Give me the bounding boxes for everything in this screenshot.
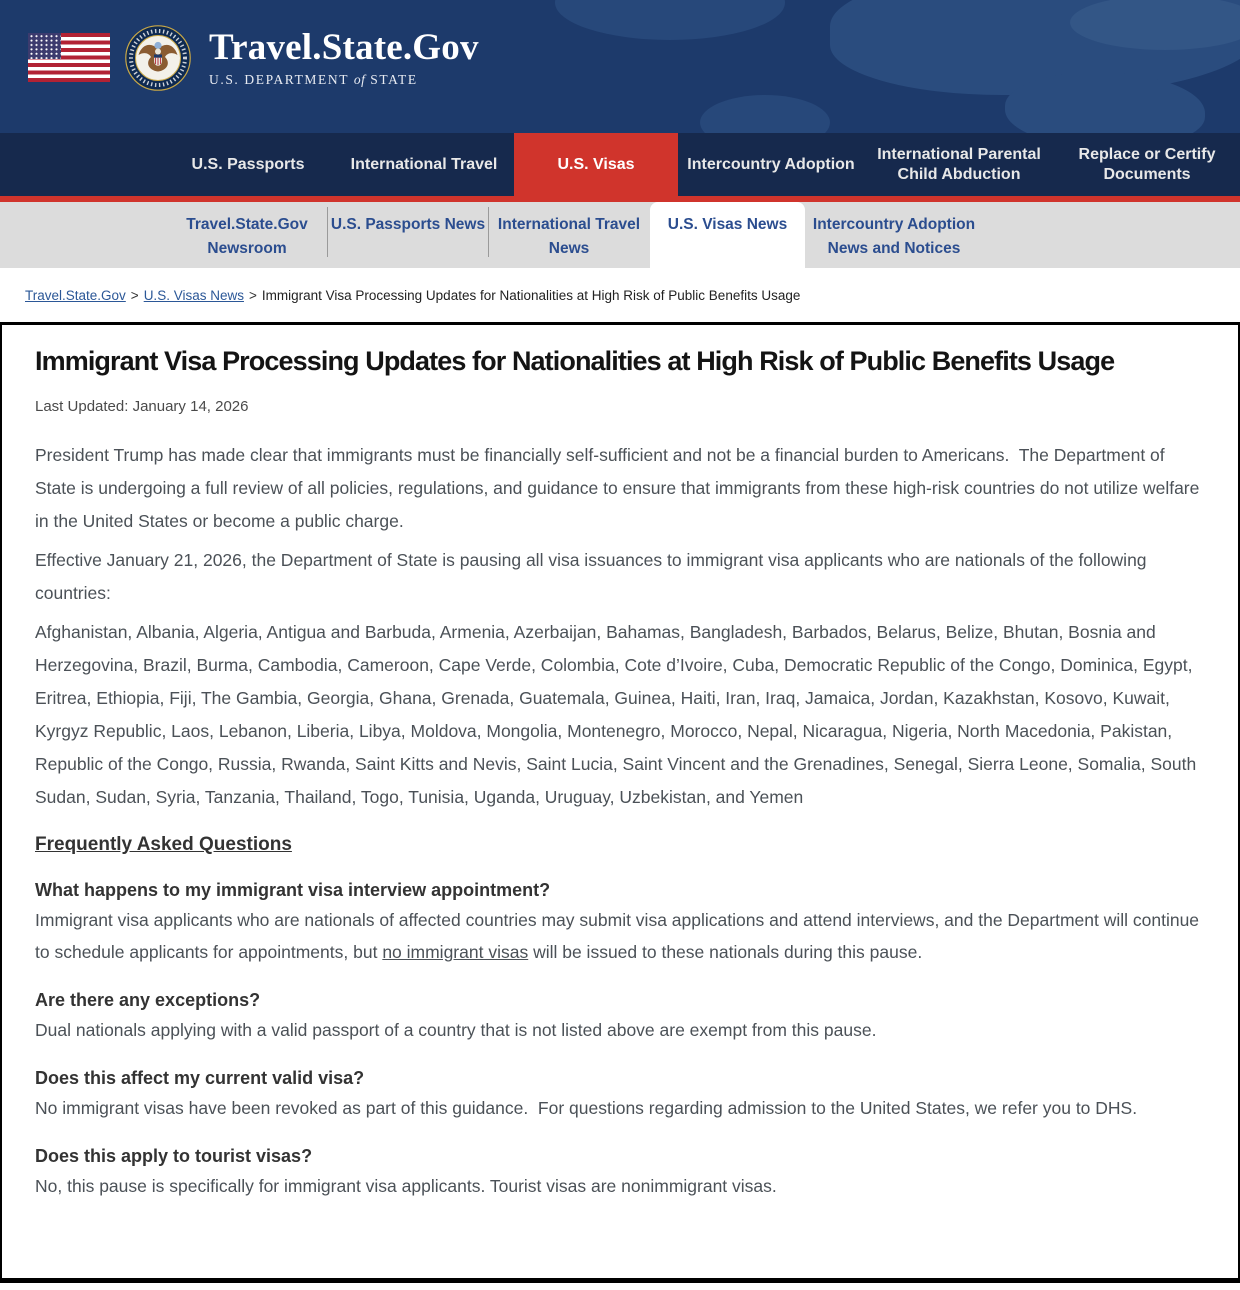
site-subtitle	[209, 72, 479, 88]
faq-answer-underlined-text: no immigrant visas	[382, 942, 529, 962]
news-sub-navigation	[0, 202, 1240, 268]
breadcrumb-link-home[interactable]: Travel.State.Gov	[25, 287, 126, 303]
faq-answer-exceptions: Dual nationals applying with a valid passport of a country that is not listed above are exempt from this pause.	[35, 1020, 877, 1040]
faq-answer-text: Immigrant visa applicants who are nationals of affected countries may submit visa applications and attend interviews, and the Department will continue to schedule applicants for appointments, but	[35, 910, 1204, 962]
world-map-decoration	[555, 0, 785, 40]
nav-item-international-travel[interactable]: International Travel	[350, 155, 498, 173]
subnav-item-us-passports-news[interactable]: U.S. Passports News	[330, 216, 486, 233]
main-navigation	[0, 133, 1240, 196]
faq-heading: Frequently Asked Questions	[35, 834, 292, 855]
breadcrumb-current-page: Immigrant Visa Processing Updates for Nationalities at High Risk of Public Benefits Usage	[261, 287, 801, 303]
intro-paragraph: President Trump has made clear that immigrants must be financially self-sufficient and not be a financial burden to Americans. The Department of State is undergoing a full review of all policies, regulations, and guidance to ensure that immigrants from these high-risk countries do not utilize welfare in the United States or become a public charge.	[35, 445, 1205, 531]
faq-question-tourist-visas: Does this apply to tourist visas?	[35, 1146, 313, 1166]
site-subtitle-of: of	[353, 71, 366, 87]
last-updated-date: Last Updated: January 14, 2026	[35, 398, 249, 415]
world-map-decoration	[700, 95, 830, 133]
breadcrumb-separator: >	[130, 287, 139, 303]
country-list: Afghanistan, Albania, Algeria, Antigua and Barbuda, Armenia, Azerbaijan, Bahamas, Bangladesh, Barbados, Belarus, Belize, Bhutan, Bosnia and Herzegovina, Brazil, Burma, Cambodia, Cameroon, Cape Verde, Colombia, Cote d’Ivoire, Cuba, Democratic Republic of the Congo, Dominica, Egypt, Eritrea, Ethiopia, Fiji, The Gambia, Georgia, Ghana, Grenada, Guatemala, Guinea, Haiti, Iran, Iraq, Jamaica, Jordan, Kazakhstan, Kosovo, Kuwait, Kyrgyz Republic, Laos, Lebanon, Liberia, Libya, Moldova, Mongolia, Montenegro, Morocco, Nepal, Nicaragua, Nigeria, North Macedonia, Pakistan, Republic of the Congo, Russia, Rwanda, Saint Kitts and Nevis, Saint Lucia, Saint Vincent and the Grenadines, Senegal, Sierra Leone, Somalia, South Sudan, Sudan, Syria, Tanzania, Thailand, Togo, Tunisia, Uganda, Uruguay, Uzbekistan, and Yemen	[35, 622, 1202, 807]
department-of-state-seal-icon	[125, 25, 191, 91]
site-subtitle-text: U.S. DEPARTMENT	[209, 71, 354, 87]
us-flag-canton	[28, 33, 61, 59]
faq-answer-current-visa: No immigrant visas have been revoked as part of this guidance. For questions regarding admission to the United States, we refer you to DHS.	[35, 1098, 1138, 1118]
us-flag-icon	[28, 33, 110, 82]
nav-item-replace-or-certify-documents[interactable]: Replace or Certify Documents	[1078, 145, 1216, 183]
nav-item-international-parental-child-abduction[interactable]: International Parental Child Abduction	[877, 145, 1041, 183]
subnav-item-international-travel-news[interactable]: International Travel News	[497, 216, 641, 257]
nav-item-us-visas[interactable]: U.S. Visas	[514, 133, 678, 196]
site-subtitle-text: STATE	[365, 71, 418, 87]
effective-date-paragraph: Effective January 21, 2026, the Department of State is pausing all visa issuances to immigrant visa applicants who are nationals of the following countries:	[35, 550, 1152, 603]
site-logo-home-link[interactable]	[28, 0, 479, 115]
faq-question-exceptions: Are there any exceptions?	[35, 990, 261, 1010]
subnav-item-intercountry-adoption-news[interactable]: Intercountry Adoption News and Notices	[812, 216, 976, 257]
site-header	[0, 0, 1240, 133]
faq-question-appointment: What happens to my immigrant visa interview appointment?	[35, 880, 551, 900]
faq-answer-appointment	[35, 904, 1205, 968]
faq-question-current-visa: Does this affect my current valid visa?	[35, 1068, 365, 1088]
faq-answer-tourist-visas: No, this pause is specifically for immigrant visa applicants. Tourist visas are nonimmigrant visas.	[35, 1176, 777, 1196]
article-content	[0, 322, 1240, 1283]
site-title: Travel.State.Gov	[209, 26, 479, 68]
site-title-block	[209, 28, 479, 88]
nav-item-intercountry-adoption[interactable]: Intercountry Adoption	[687, 155, 855, 173]
subnav-item-us-visas-news-active-tab[interactable]: U.S. Visas News	[650, 202, 805, 278]
breadcrumb-separator: >	[248, 287, 257, 303]
faq-answer-text: will be issued to these nationals during this pause.	[528, 942, 923, 962]
breadcrumb-link-us-visas-news[interactable]: U.S. Visas News	[143, 287, 244, 303]
nav-item-us-passports[interactable]: U.S. Passports	[191, 155, 305, 173]
subnav-item-newsroom[interactable]: Travel.State.Gov Newsroom	[186, 216, 308, 257]
breadcrumb	[0, 268, 1240, 322]
page-title: Immigrant Visa Processing Updates for Nationalities at High Risk of Public Benefits Usage	[35, 346, 1115, 376]
